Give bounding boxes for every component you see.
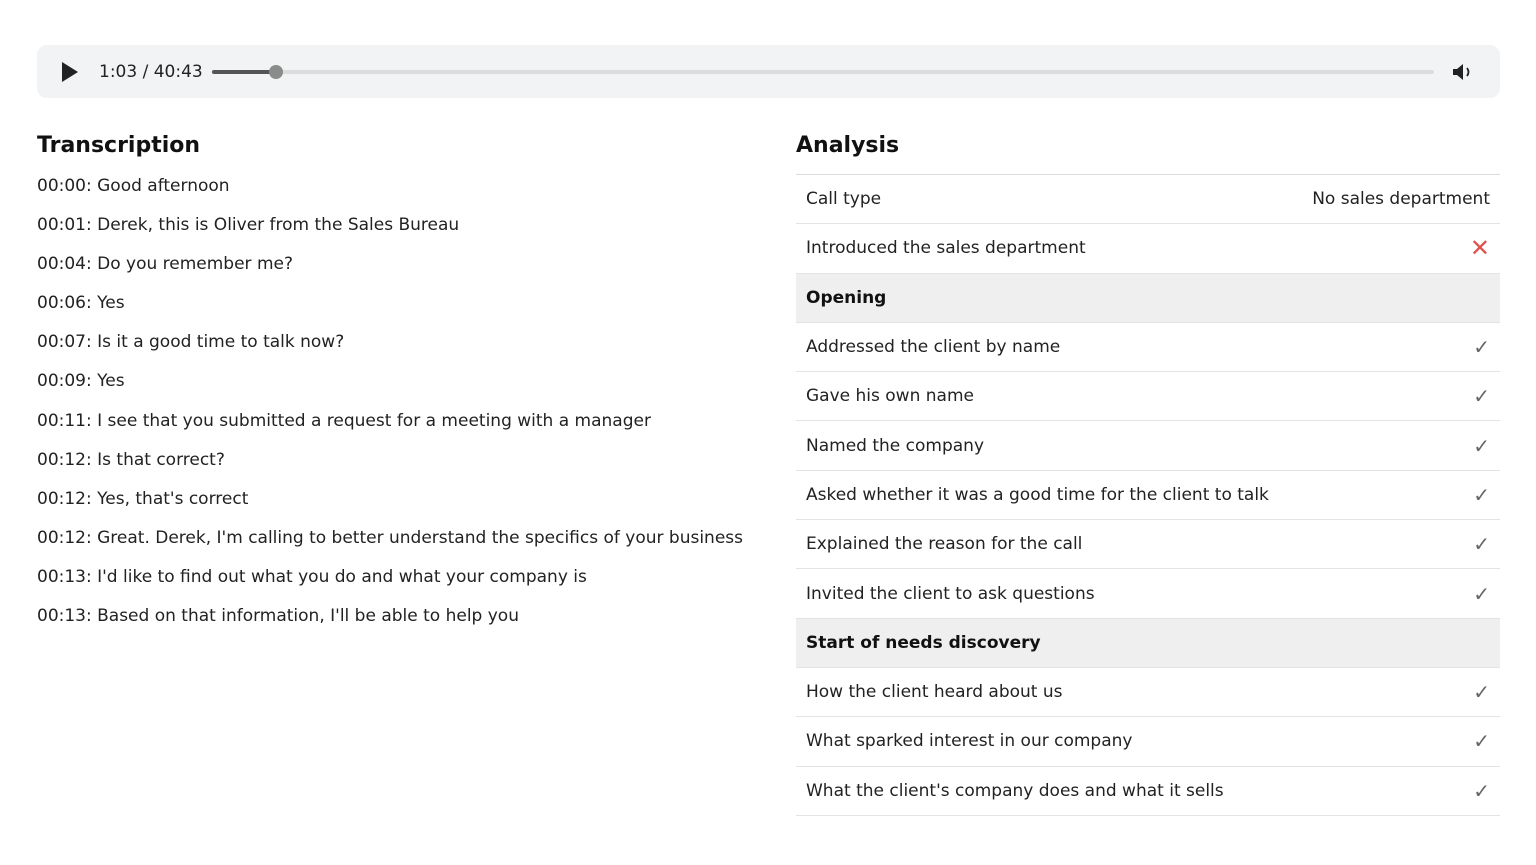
play-icon[interactable]	[61, 62, 79, 82]
criterion-label: Asked whether it was a good time for the client to talk	[806, 484, 1269, 505]
check-icon: ✓	[1473, 384, 1490, 409]
analysis-row	[796, 668, 1500, 717]
analysis-section-header	[796, 274, 1500, 323]
check-icon: ✓	[1473, 680, 1490, 705]
analysis-row	[796, 323, 1500, 372]
transcript-line: 00:04: Do you remember me?	[37, 254, 293, 275]
analysis-row	[796, 767, 1500, 816]
analysis-table	[796, 174, 1500, 816]
transcript-line: 00:06: Yes	[37, 293, 125, 314]
analysis-row	[796, 224, 1500, 273]
analysis-row	[796, 421, 1500, 470]
criterion-label: Explained the reason for the call	[806, 534, 1083, 555]
seek-progress	[212, 70, 276, 74]
transcription-list	[37, 172, 757, 641]
criterion-value: No sales department	[1312, 189, 1490, 210]
transcript-line: 00:01: Derek, this is Oliver from the Sales Bureau	[37, 215, 460, 236]
check-icon: ✓	[1473, 532, 1490, 557]
criterion-label: Invited the client to ask questions	[806, 583, 1095, 604]
criterion-label: Call type	[806, 189, 882, 210]
criterion-label: Introduced the sales department	[806, 238, 1086, 259]
transcript-line: 00:00: Good afternoon	[37, 176, 230, 196]
analysis-row	[796, 717, 1500, 766]
section-label: Start of needs discovery	[806, 632, 1041, 653]
audio-player	[37, 45, 1500, 98]
analysis-row	[796, 569, 1500, 618]
criterion-label: Addressed the client by name	[806, 337, 1061, 358]
transcript-line: 00:12: Great. Derek, I'm calling to better understand the specifics of your business	[37, 527, 743, 548]
check-icon: ✓	[1473, 482, 1490, 507]
criterion-label: Named the company	[806, 435, 985, 456]
criterion-label: Gave his own name	[806, 386, 974, 407]
criterion-label: How the client heard about us	[806, 682, 1063, 703]
volume-icon[interactable]	[1452, 62, 1476, 82]
check-icon: ✓	[1473, 335, 1490, 360]
seek-bar[interactable]	[212, 70, 1434, 74]
section-label: Opening	[806, 287, 887, 308]
criterion-label: What the client's company does and what it sells	[806, 780, 1224, 801]
transcript-line: 00:12: Yes, that's correct	[37, 488, 249, 509]
transcript-line: 00:13: I'd like to find out what you do and what your company is	[37, 566, 587, 587]
check-icon: ✓	[1473, 433, 1490, 458]
transcription-title: Transcription	[37, 133, 201, 158]
transcript-line: 00:09: Yes	[37, 371, 125, 392]
analysis-row	[796, 520, 1500, 569]
time-display: 1:03 / 40:43	[99, 62, 203, 82]
cross-icon: ✕	[1469, 234, 1490, 263]
check-icon: ✓	[1473, 581, 1490, 606]
transcript-line: 00:12: Is that correct?	[37, 449, 225, 470]
check-icon: ✓	[1473, 729, 1490, 754]
transcript-line: 00:13: Based on that information, I'll be able to help you	[37, 606, 519, 627]
transcript-line: 00:11: I see that you submitted a request for a meeting with a manager	[37, 410, 651, 431]
seek-thumb[interactable]	[269, 65, 283, 79]
transcript-line: 00:07: Is it a good time to talk now?	[37, 332, 345, 353]
analysis-row	[796, 372, 1500, 421]
analysis-row	[796, 471, 1500, 520]
analysis-section-header	[796, 619, 1500, 668]
analysis-title: Analysis	[796, 133, 900, 158]
check-icon: ✓	[1473, 778, 1490, 803]
analysis-row	[796, 175, 1500, 224]
criterion-label: What sparked interest in our company	[806, 731, 1133, 752]
